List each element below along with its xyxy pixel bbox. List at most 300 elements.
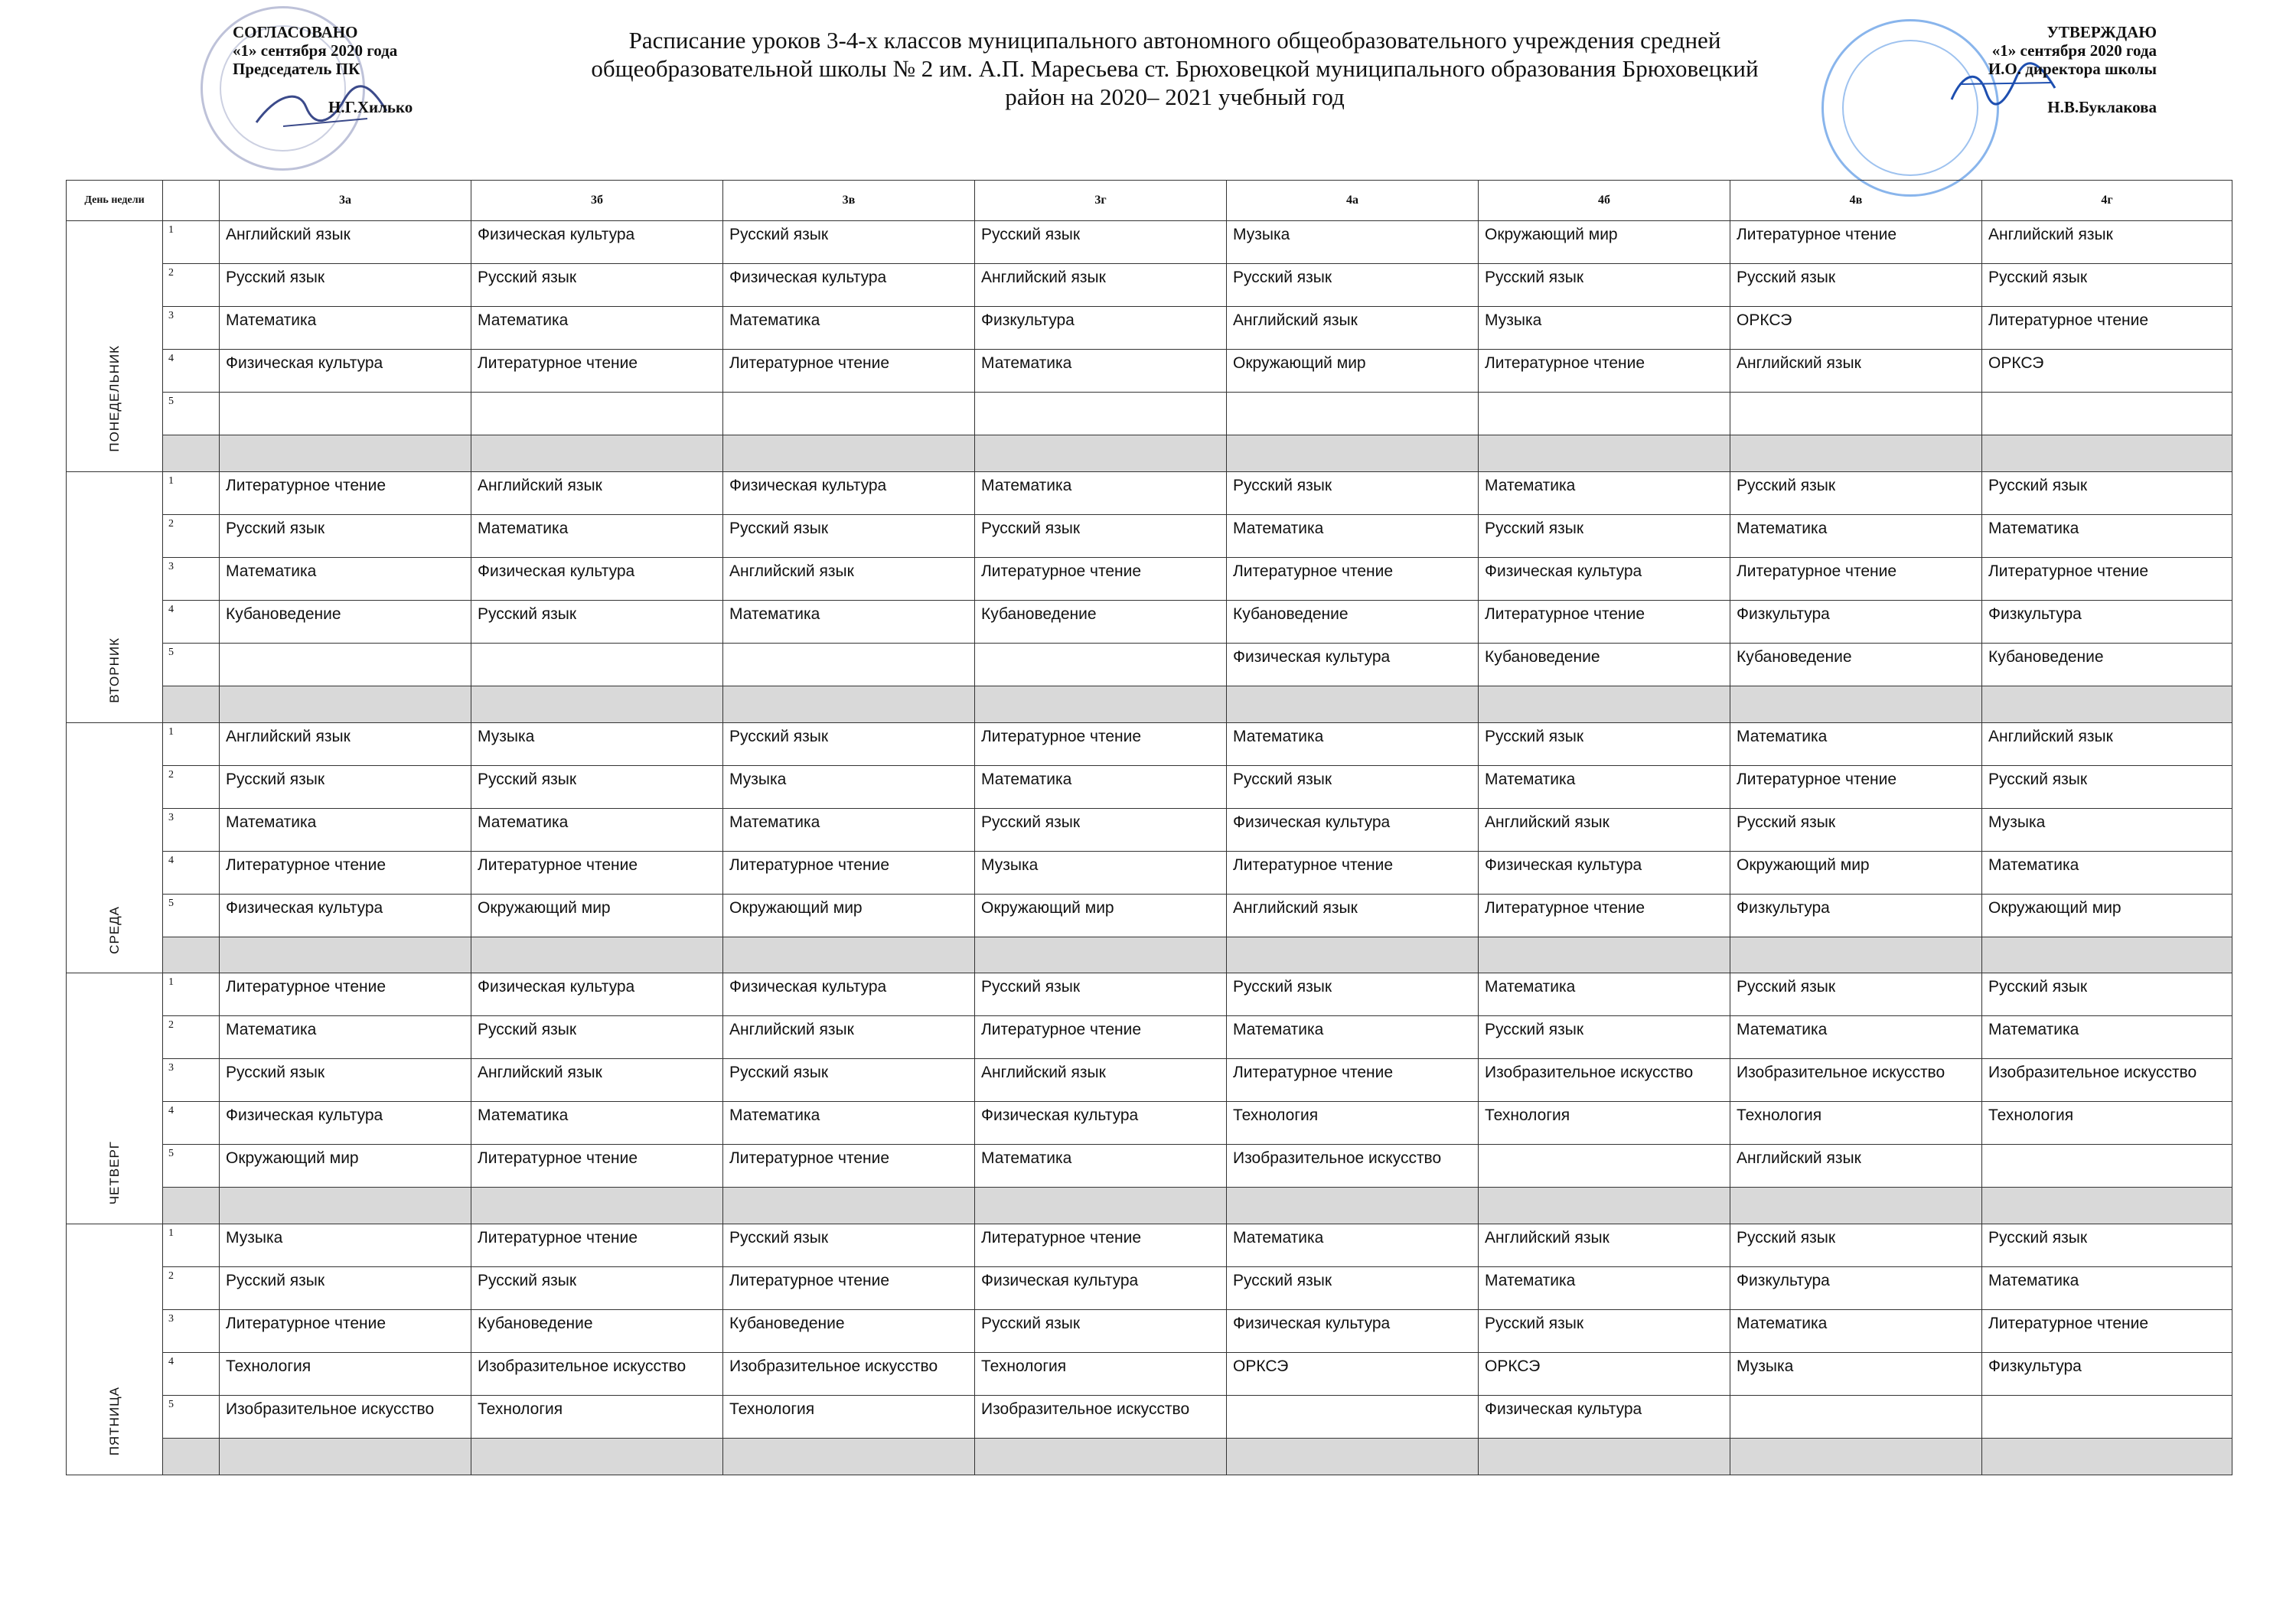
lesson-number: 5 <box>163 643 220 686</box>
subject-cell: Литературное чтение <box>1730 557 1982 600</box>
day-label: ПЯТНИЦА <box>106 1386 122 1455</box>
subject-cell: Математика <box>1227 1016 1479 1059</box>
separator-cell <box>471 1439 723 1475</box>
subject-cell <box>220 643 471 686</box>
separator-cell <box>220 435 471 472</box>
subject-cell: Изобразительное искусство <box>723 1353 975 1396</box>
lesson-row <box>67 1310 2232 1353</box>
subject-cell: Физическая культура <box>220 350 471 393</box>
subject-cell: Литературное чтение <box>1227 1059 1479 1102</box>
separator-cell <box>471 686 723 722</box>
lesson-row <box>67 221 2232 264</box>
separator-cell <box>163 937 220 973</box>
lesson-row <box>67 1396 2232 1439</box>
lesson-row <box>67 264 2232 307</box>
subject-cell: Физкультура <box>1730 1267 1982 1310</box>
separator-cell <box>1982 1188 2232 1224</box>
subject-cell: Русский язык <box>220 514 471 557</box>
subject-cell: Музыка <box>723 765 975 808</box>
subject-cell: Математика <box>1730 514 1982 557</box>
lesson-row <box>67 1145 2232 1188</box>
separator-cell <box>1227 1188 1479 1224</box>
approval-left-position: Председатель ПК <box>233 60 360 78</box>
subject-cell: Английский язык <box>1730 350 1982 393</box>
day-label-cell <box>67 1224 163 1475</box>
lesson-row <box>67 350 2232 393</box>
subject-cell: Русский язык <box>1479 1310 1730 1353</box>
approval-right-date: «1» сентября 2020 года <box>1991 41 2157 60</box>
lesson-row <box>67 894 2232 937</box>
title-line-3: район на 2020– 2021 учебный год <box>1005 83 1345 110</box>
separator-cell <box>1730 1188 1982 1224</box>
separator-cell <box>1227 435 1479 472</box>
lesson-number: 5 <box>163 1396 220 1439</box>
separator-cell <box>1479 686 1730 722</box>
subject-cell: Русский язык <box>471 600 723 643</box>
subject-cell: Литературное чтение <box>1479 350 1730 393</box>
subject-cell: Физкультура <box>1730 600 1982 643</box>
subject-cell: Математика <box>1730 722 1982 765</box>
separator-cell <box>975 937 1227 973</box>
subject-cell: Литературное чтение <box>723 350 975 393</box>
separator-cell <box>1479 435 1730 472</box>
subject-cell <box>220 393 471 435</box>
subject-cell <box>1982 1396 2232 1439</box>
separator-cell <box>163 686 220 722</box>
subject-cell: Математика <box>1227 514 1479 557</box>
subject-cell: Литературное чтение <box>1730 221 1982 264</box>
subject-cell: Математика <box>1982 514 2232 557</box>
subject-cell: Русский язык <box>723 221 975 264</box>
subject-cell: Русский язык <box>1982 1224 2232 1267</box>
subject-cell: Русский язык <box>220 1267 471 1310</box>
lesson-number: 2 <box>163 765 220 808</box>
approval-left-date: «1» сентября 2020 года <box>233 41 398 60</box>
subject-cell: Математика <box>471 1102 723 1145</box>
subject-cell <box>1982 393 2232 435</box>
approval-left-block <box>233 23 462 116</box>
subject-cell: ОРКСЭ <box>1982 350 2232 393</box>
subject-cell: ОРКСЭ <box>1730 307 1982 350</box>
lesson-row <box>67 1016 2232 1059</box>
subject-cell: Музыка <box>1730 1353 1982 1396</box>
separator-cell <box>1730 1439 1982 1475</box>
subject-cell: ОРКСЭ <box>1479 1353 1730 1396</box>
separator-cell <box>975 1188 1227 1224</box>
subject-cell: Математика <box>1479 471 1730 514</box>
separator-cell <box>471 435 723 472</box>
subject-cell: Литературное чтение <box>1479 894 1730 937</box>
subject-cell: Физическая культура <box>471 221 723 264</box>
subject-cell: Технология <box>1227 1102 1479 1145</box>
subject-cell: Литературное чтение <box>220 973 471 1016</box>
subject-cell: Русский язык <box>723 722 975 765</box>
subject-cell: Литературное чтение <box>1227 557 1479 600</box>
lesson-number: 5 <box>163 894 220 937</box>
subject-cell <box>1479 1145 1730 1188</box>
subject-cell: Русский язык <box>975 514 1227 557</box>
subject-cell: Русский язык <box>1730 264 1982 307</box>
subject-cell: Физическая культура <box>1479 1396 1730 1439</box>
subject-cell: Литературное чтение <box>1982 1310 2232 1353</box>
schedule-body <box>67 221 2232 1475</box>
subject-cell: Литературное чтение <box>975 557 1227 600</box>
day-label: ПОНЕДЕЛЬНИК <box>106 345 122 452</box>
subject-cell: Русский язык <box>1227 471 1479 514</box>
subject-cell: Русский язык <box>1479 1016 1730 1059</box>
subject-cell: Русский язык <box>1982 264 2232 307</box>
subject-cell: Литературное чтение <box>220 471 471 514</box>
lesson-number: 4 <box>163 600 220 643</box>
day-separator-row <box>67 435 2232 472</box>
subject-cell: Музыка <box>471 722 723 765</box>
subject-cell <box>1227 393 1479 435</box>
subject-cell: Русский язык <box>975 221 1227 264</box>
subject-cell <box>1982 1145 2232 1188</box>
day-label-cell <box>67 471 163 722</box>
subject-cell: Английский язык <box>1982 221 2232 264</box>
subject-cell: Изобразительное искусство <box>1227 1145 1479 1188</box>
separator-cell <box>975 1439 1227 1475</box>
lesson-row <box>67 973 2232 1016</box>
subject-cell: Технология <box>975 1353 1227 1396</box>
separator-cell <box>723 1188 975 1224</box>
separator-cell <box>1730 937 1982 973</box>
subject-cell: Русский язык <box>220 1059 471 1102</box>
subject-cell: Кубановедение <box>1479 643 1730 686</box>
subject-cell: Английский язык <box>471 471 723 514</box>
lesson-number: 2 <box>163 514 220 557</box>
subject-cell: Математика <box>1479 1267 1730 1310</box>
subject-cell: Изобразительное искусство <box>1730 1059 1982 1102</box>
subject-cell: Физическая культура <box>1227 1310 1479 1353</box>
subject-cell: Окружающий мир <box>1982 894 2232 937</box>
subject-cell: Русский язык <box>1730 1224 1982 1267</box>
day-label-cell <box>67 221 163 472</box>
subject-cell: Литературное чтение <box>1982 307 2232 350</box>
subject-cell: Окружающий мир <box>1479 221 1730 264</box>
lesson-number: 1 <box>163 1224 220 1267</box>
subject-cell: Изобразительное искусство <box>220 1396 471 1439</box>
subject-cell <box>471 393 723 435</box>
lesson-number: 5 <box>163 393 220 435</box>
subject-cell: Кубановедение <box>1982 643 2232 686</box>
subject-cell: Технология <box>1479 1102 1730 1145</box>
separator-cell <box>1730 686 1982 722</box>
subject-cell: Математика <box>220 808 471 851</box>
subject-cell: Английский язык <box>1982 722 2232 765</box>
subject-cell: Литературное чтение <box>471 851 723 894</box>
subject-cell: Технология <box>723 1396 975 1439</box>
subject-cell: Физическая культура <box>471 557 723 600</box>
lesson-number: 2 <box>163 264 220 307</box>
subject-cell: Физическая культура <box>723 471 975 514</box>
lesson-row <box>67 600 2232 643</box>
subject-cell: Русский язык <box>723 1059 975 1102</box>
separator-cell <box>1982 686 2232 722</box>
subject-cell: Русский язык <box>975 808 1227 851</box>
separator-cell <box>1982 435 2232 472</box>
separator-cell <box>1227 937 1479 973</box>
subject-cell: Русский язык <box>471 264 723 307</box>
subject-cell: Русский язык <box>1227 973 1479 1016</box>
class-header: 4в <box>1730 181 1982 221</box>
separator-cell <box>723 686 975 722</box>
subject-cell: Литературное чтение <box>471 350 723 393</box>
subject-cell: Окружающий мир <box>471 894 723 937</box>
subject-cell: Кубановедение <box>471 1310 723 1353</box>
subject-cell: Английский язык <box>975 264 1227 307</box>
subject-cell: Технология <box>220 1353 471 1396</box>
class-header: 3б <box>471 181 723 221</box>
subject-cell: Математика <box>1730 1310 1982 1353</box>
subject-cell: Математика <box>1479 973 1730 1016</box>
subject-cell: Английский язык <box>723 557 975 600</box>
subject-cell: Изобразительное искусство <box>1479 1059 1730 1102</box>
subject-cell: Математика <box>220 1016 471 1059</box>
subject-cell: Физкультура <box>1730 894 1982 937</box>
subject-cell: Английский язык <box>1479 1224 1730 1267</box>
lesson-number: 4 <box>163 1353 220 1396</box>
subject-cell: Литературное чтение <box>975 1224 1227 1267</box>
subject-cell: Кубановедение <box>723 1310 975 1353</box>
subject-cell <box>975 643 1227 686</box>
subject-cell: Физическая культура <box>1479 851 1730 894</box>
subject-cell <box>1730 1396 1982 1439</box>
subject-cell: Русский язык <box>1982 471 2232 514</box>
lesson-row <box>67 851 2232 894</box>
subject-cell: Русский язык <box>471 765 723 808</box>
subject-cell: Русский язык <box>975 973 1227 1016</box>
approval-right-block <box>1927 23 2157 116</box>
subject-cell: Изобразительное искусство <box>975 1396 1227 1439</box>
subject-cell: Русский язык <box>1479 722 1730 765</box>
separator-cell <box>1982 1439 2232 1475</box>
subject-cell: Математика <box>975 350 1227 393</box>
approval-right-position: И.О. директора школы <box>1988 60 2157 78</box>
separator-cell <box>220 937 471 973</box>
subject-cell: Физическая культура <box>975 1267 1227 1310</box>
subject-cell: ОРКСЭ <box>1227 1353 1479 1396</box>
subject-cell <box>1227 1396 1479 1439</box>
subject-cell: Русский язык <box>1227 765 1479 808</box>
subject-cell: Литературное чтение <box>975 1016 1227 1059</box>
separator-cell <box>1227 1439 1479 1475</box>
day-column-header: День недели <box>67 181 163 221</box>
lesson-row <box>67 514 2232 557</box>
subject-cell: Кубановедение <box>975 600 1227 643</box>
subject-cell: Музыка <box>975 851 1227 894</box>
subject-cell: Физкультура <box>975 307 1227 350</box>
subject-cell: Математика <box>471 808 723 851</box>
subject-cell: Русский язык <box>1227 264 1479 307</box>
title-line-1: Расписание уроков 3-4-х классов муниципального автономного общеобразовательного учреждения средней <box>628 27 1721 54</box>
separator-cell <box>471 937 723 973</box>
subject-cell: Окружающий мир <box>1730 851 1982 894</box>
separator-cell <box>1479 937 1730 973</box>
approval-left-name: Н.Г.Хилько <box>328 98 413 116</box>
lesson-row <box>67 1353 2232 1396</box>
subject-cell: Литературное чтение <box>1730 765 1982 808</box>
subject-cell: Математика <box>975 471 1227 514</box>
subject-cell: Окружающий мир <box>975 894 1227 937</box>
subject-cell: Русский язык <box>1730 973 1982 1016</box>
subject-cell: Математика <box>723 1102 975 1145</box>
subject-cell: Физическая культура <box>1479 557 1730 600</box>
lesson-number: 4 <box>163 350 220 393</box>
subject-cell: Литературное чтение <box>220 851 471 894</box>
class-header: 4г <box>1982 181 2232 221</box>
separator-cell <box>975 686 1227 722</box>
subject-cell: Физическая культура <box>975 1102 1227 1145</box>
subject-cell: Физическая культура <box>723 973 975 1016</box>
separator-cell <box>1982 937 2232 973</box>
lesson-number: 5 <box>163 1145 220 1188</box>
lesson-row <box>67 722 2232 765</box>
separator-cell <box>975 435 1227 472</box>
separator-cell <box>163 1188 220 1224</box>
approval-left-heading: СОГЛАСОВАНО <box>233 23 358 41</box>
separator-cell <box>1479 1188 1730 1224</box>
subject-cell: Математика <box>220 307 471 350</box>
subject-cell: Литературное чтение <box>471 1145 723 1188</box>
day-label-cell <box>67 722 163 973</box>
subject-cell: Литературное чтение <box>723 851 975 894</box>
day-separator-row <box>67 1188 2232 1224</box>
subject-cell: Английский язык <box>975 1059 1227 1102</box>
lesson-row <box>67 808 2232 851</box>
subject-cell: Кубановедение <box>1730 643 1982 686</box>
subject-cell: Русский язык <box>1982 973 2232 1016</box>
subject-cell: Окружающий мир <box>723 894 975 937</box>
subject-cell: Математика <box>975 1145 1227 1188</box>
subject-cell: Русский язык <box>1479 264 1730 307</box>
subject-cell: Технология <box>1982 1102 2232 1145</box>
separator-cell <box>723 1439 975 1475</box>
subject-cell: Русский язык <box>1730 808 1982 851</box>
subject-cell: Литературное чтение <box>975 722 1227 765</box>
subject-cell: Английский язык <box>1227 894 1479 937</box>
lesson-number: 3 <box>163 808 220 851</box>
subject-cell: Физическая культура <box>471 973 723 1016</box>
subject-cell: Окружающий мир <box>220 1145 471 1188</box>
lesson-row <box>67 1267 2232 1310</box>
day-separator-row <box>67 937 2232 973</box>
separator-cell <box>1227 686 1479 722</box>
subject-cell: Английский язык <box>723 1016 975 1059</box>
subject-cell: Литературное чтение <box>471 1224 723 1267</box>
subject-cell: Литературное чтение <box>1479 600 1730 643</box>
subject-cell: Математика <box>1982 1267 2232 1310</box>
subject-cell: Русский язык <box>1730 471 1982 514</box>
subject-cell: Литературное чтение <box>1227 851 1479 894</box>
day-label: ЧЕТВЕРГ <box>106 1140 122 1205</box>
subject-cell: Русский язык <box>220 765 471 808</box>
subject-cell <box>1479 393 1730 435</box>
subject-cell: Математика <box>1227 1224 1479 1267</box>
subject-cell: Музыка <box>1227 221 1479 264</box>
subject-cell: Технология <box>1730 1102 1982 1145</box>
subject-cell: Физическая культура <box>220 1102 471 1145</box>
subject-cell: Физическая культура <box>220 894 471 937</box>
subject-cell: Русский язык <box>1982 765 2232 808</box>
subject-cell: Русский язык <box>471 1267 723 1310</box>
subject-cell: Математика <box>975 765 1227 808</box>
subject-cell: Русский язык <box>723 1224 975 1267</box>
lesson-row <box>67 471 2232 514</box>
subject-cell: Музыка <box>1479 307 1730 350</box>
subject-cell: Английский язык <box>220 722 471 765</box>
day-separator-row <box>67 1439 2232 1475</box>
lesson-number: 2 <box>163 1016 220 1059</box>
lesson-number: 3 <box>163 1310 220 1353</box>
subject-cell: Математика <box>1730 1016 1982 1059</box>
lesson-number: 3 <box>163 1059 220 1102</box>
number-column-header <box>163 181 220 221</box>
separator-cell <box>1730 435 1982 472</box>
subject-cell: Английский язык <box>471 1059 723 1102</box>
subject-cell: Изобразительное искусство <box>471 1353 723 1396</box>
subject-cell: Физическая культура <box>1227 643 1479 686</box>
subject-cell: Русский язык <box>220 264 471 307</box>
subject-cell: Математика <box>1982 1016 2232 1059</box>
day-label: СРЕДА <box>106 905 122 954</box>
subject-cell <box>471 643 723 686</box>
lesson-row <box>67 1059 2232 1102</box>
subject-cell: Английский язык <box>1479 808 1730 851</box>
separator-cell <box>723 435 975 472</box>
subject-cell: Русский язык <box>975 1310 1227 1353</box>
lesson-number: 4 <box>163 1102 220 1145</box>
subject-cell: Русский язык <box>1479 514 1730 557</box>
lesson-number: 1 <box>163 973 220 1016</box>
subject-cell: Окружающий мир <box>1227 350 1479 393</box>
subject-cell: Математика <box>471 514 723 557</box>
subject-cell: Английский язык <box>1730 1145 1982 1188</box>
separator-cell <box>163 1439 220 1475</box>
subject-cell <box>723 393 975 435</box>
separator-cell <box>1479 1439 1730 1475</box>
subject-cell: Русский язык <box>723 514 975 557</box>
lesson-number: 3 <box>163 557 220 600</box>
subject-cell: Кубановедение <box>1227 600 1479 643</box>
lesson-number: 3 <box>163 307 220 350</box>
separator-cell <box>723 937 975 973</box>
subject-cell <box>975 393 1227 435</box>
subject-cell <box>723 643 975 686</box>
class-header: 3в <box>723 181 975 221</box>
day-label-cell <box>67 973 163 1224</box>
lesson-number: 1 <box>163 722 220 765</box>
subject-cell: Математика <box>471 307 723 350</box>
subject-cell: Русский язык <box>1227 1267 1479 1310</box>
lesson-row <box>67 1224 2232 1267</box>
separator-cell <box>220 1439 471 1475</box>
lesson-row <box>67 307 2232 350</box>
subject-cell: Литературное чтение <box>220 1310 471 1353</box>
subject-cell: Математика <box>1479 765 1730 808</box>
separator-cell <box>471 1188 723 1224</box>
subject-cell: Кубановедение <box>220 600 471 643</box>
subject-cell: Математика <box>723 307 975 350</box>
subject-cell: Математика <box>1227 722 1479 765</box>
subject-cell: Русский язык <box>471 1016 723 1059</box>
lesson-number: 1 <box>163 221 220 264</box>
subject-cell: Физкультура <box>1982 1353 2232 1396</box>
separator-cell <box>220 1188 471 1224</box>
lesson-row <box>67 1102 2232 1145</box>
subject-cell: Математика <box>1982 851 2232 894</box>
